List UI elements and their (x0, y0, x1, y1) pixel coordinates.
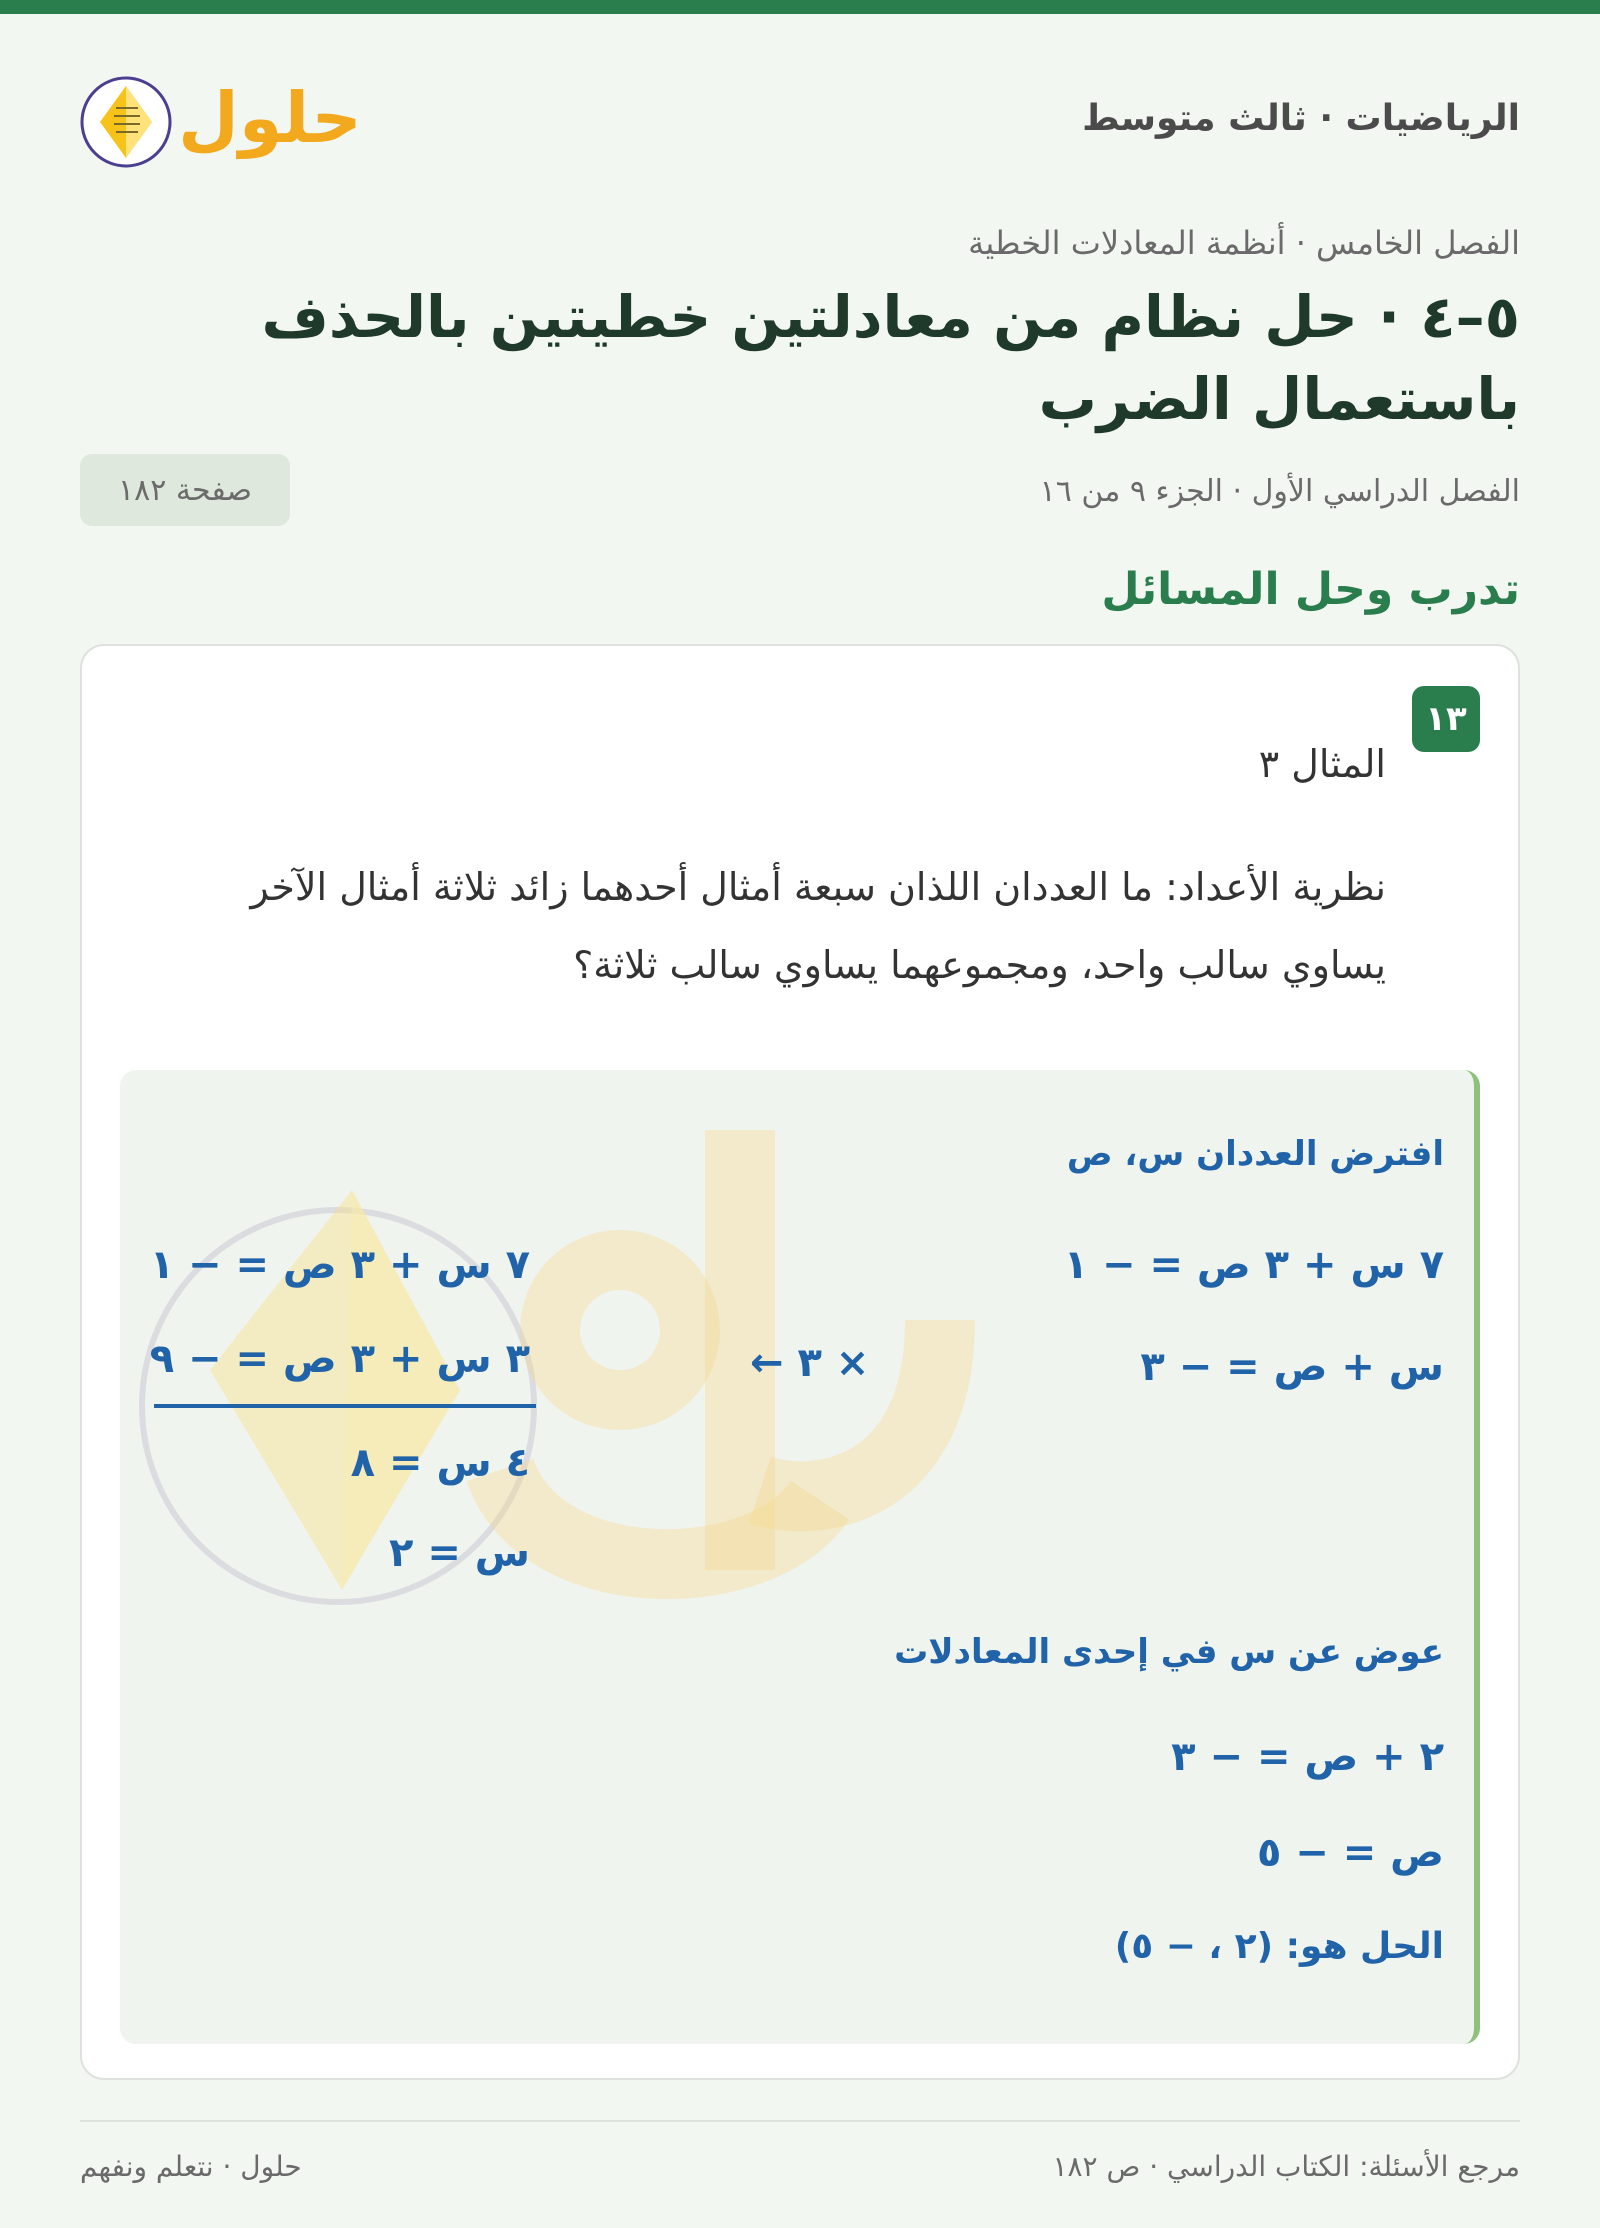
page-header (80, 58, 1520, 188)
assume-statement: افترض العددان س، ص (1066, 1134, 1444, 1174)
multiply-note: × ٣ ← (750, 1340, 870, 1386)
question-number-badge: ١٣ (1412, 686, 1480, 752)
top-accent-bar (0, 0, 1600, 14)
question-card (80, 644, 1520, 2080)
logo-watermark (120, 1070, 1480, 2044)
section-heading: تدرب وحل المسائل (1101, 564, 1520, 615)
footer-divider (80, 2120, 1520, 2122)
footer-brand: حلول · نتعلم ونفهم (80, 2150, 302, 2183)
substitute-statement: عوض عن س في إحدى المعادلات (894, 1632, 1444, 1672)
problem-text: نظرية الأعداد: ما العددان اللذان سبعة أمثال أحدهما زائد ثلاثة أمثال الآخر يساوي سالب واحد، ومجموعهما يساوي سالب ثلاثة؟ (250, 865, 1386, 987)
system-equation-1: ٧ س + ٣ ص = − ١ (1063, 1242, 1444, 1288)
elimination-result: ٤ س = ٨ (350, 1440, 530, 1486)
elimination-equation-2: ٣ س + ٣ ص = − ٩ (149, 1336, 530, 1382)
system-equation-2: س + ص = − ٣ (1140, 1344, 1444, 1390)
x-value: س = ٢ (389, 1530, 530, 1576)
sum-line (154, 1404, 536, 1408)
final-answer: الحل هو: (٢ ، − ٥) (1114, 1926, 1444, 1967)
example-label: المثال ٣ (1258, 742, 1386, 786)
page-badge: صفحة ١٨٢ (80, 454, 290, 526)
lesson-title: ٥–٤ · حل نظام من معادلتين خطيتين بالحذف باستعمال الضرب (261, 283, 1520, 433)
chapter-breadcrumb: الفصل الخامس · أنظمة المعادلات الخطية (968, 224, 1520, 262)
term-info: الفصل الدراسي الأول · الجزء ٩ من ١٦ (1039, 474, 1520, 509)
footer-reference: مرجع الأسئلة: الكتاب الدراسي · ص ١٨٢ (1052, 2150, 1520, 2183)
hulul-logo[interactable] (80, 64, 370, 174)
substitution-equation-2: ص = − ٥ (1256, 1830, 1444, 1876)
solution-panel (120, 1070, 1480, 2044)
subject-title: الرياضيات · ثالث متوسط (1082, 98, 1520, 139)
substitution-equation-1: ٢ + ص = − ٣ (1171, 1734, 1444, 1780)
logo-wordmark: حلول (178, 77, 362, 159)
elimination-equation-1: ٧ س + ٣ ص = − ١ (149, 1242, 530, 1288)
